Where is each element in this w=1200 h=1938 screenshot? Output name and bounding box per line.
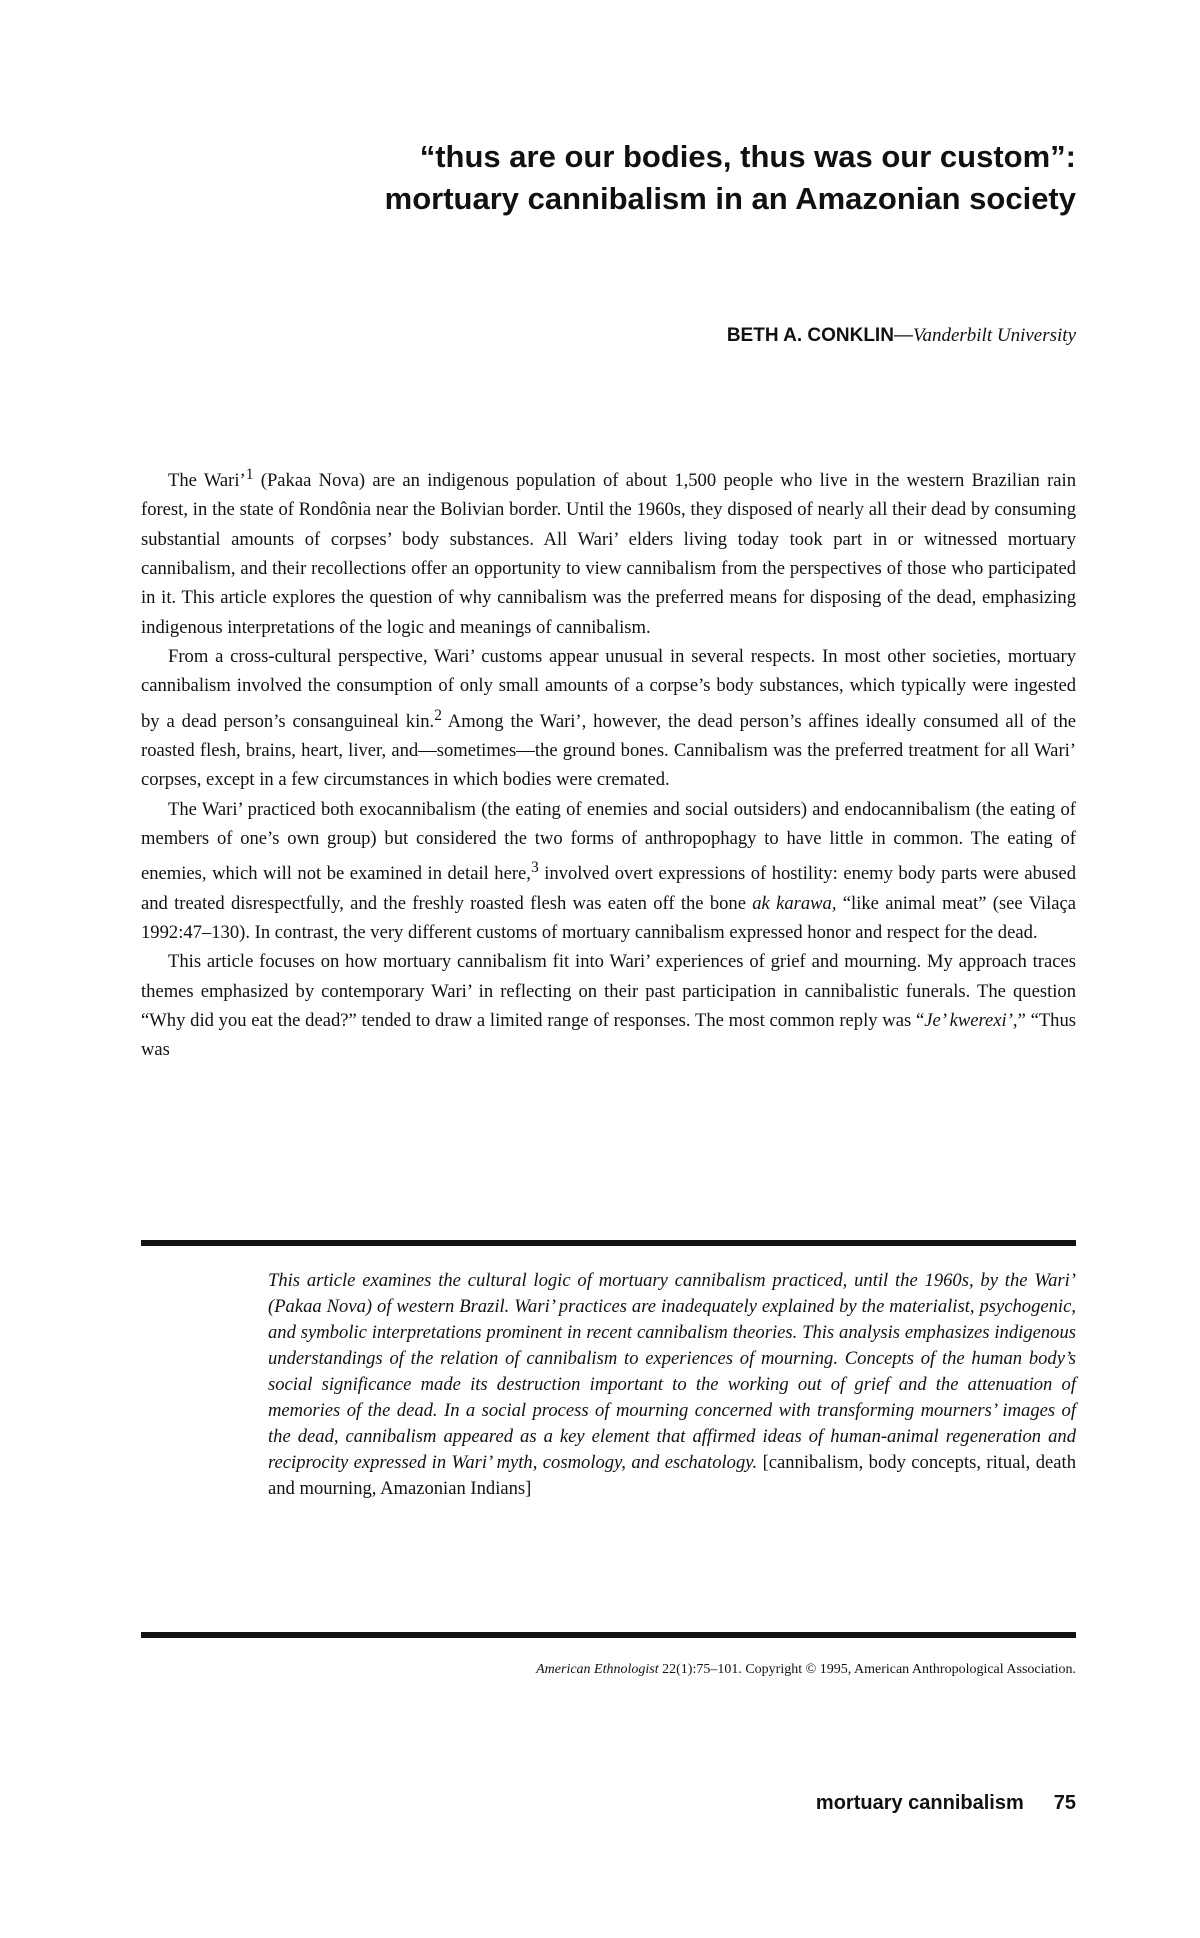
abstract-text: This article examines the cultural logic of mortuary cannibalism practiced, until the 1960s, by the Wari’ (Pakaa Nova) of western Brazil. Wari’ practices are inadequately explained by the materialist, psychogenic, and symbolic interpretations prominent in recent cannibalism theories. This analysis emphasizes indigenous understandings of the relation of cannibalism to experiences of mourning. Concepts of the human body’s social significance made its destruction important to the working out of grief and the attenuation of memories of the dead. In a social process of mourning concerned with transforming mourners’ images of the dead, cannibalism appeared as a key element that affirmed ideas of human-animal regeneration and reciprocity expressed in Wari’ myth, cosmology, and eschatology. [268, 1270, 1076, 1473]
article-title [140, 136, 1076, 220]
italic-term: ak karawa, [752, 892, 837, 914]
body-text-span: “like animal meat” (see Vilaça 1992:47–130). In contrast, the very different customs of mortuary cannibalism expressed honor and respect for the dead. [141, 892, 1076, 944]
author-dash: — [893, 325, 913, 346]
body-paragraph-3 [141, 795, 1076, 948]
abstract [268, 1268, 1076, 1502]
footnote-ref-2: 2 [434, 706, 442, 724]
journal-citation [141, 1662, 1076, 1678]
author-name: BETH A. CONKLIN [726, 325, 894, 346]
body-text-span: involved overt expressions of hostility: enemy body parts were abused and treated disrespectfully, and the freshly roasted flesh was eaten off the bone [141, 863, 1076, 914]
body-text-span: Among the Wari’, however, the dead person’s affines ideally consumed all of the roasted flesh, brains, heart, liver, and—sometimes—the ground bones. Cannibalism was the preferred treatment for all Wari’ corpses, except in a few circumstances in which bodies were cremated. [141, 710, 1076, 791]
article-body [141, 460, 1076, 1065]
page-number: 75 [1053, 1792, 1076, 1814]
running-footer [141, 1792, 1076, 1815]
body-text-span: The Wari’ practiced both exocannibalism (the eating of enemies and social outsiders) and endocannibalism (the eating of members of one’s own group) but considered the two forms of anthropophagy to have little in common. The eating of enemies, which will not be examined in detail here, [141, 798, 1076, 885]
body-paragraph-1 [141, 460, 1076, 642]
title-line-2: mortuary cannibalism in an Amazonian society [384, 181, 1076, 216]
body-paragraph-2 [141, 642, 1076, 795]
body-text-span: From a cross-cultural perspective, Wari’ customs appear unusual in several respects. In most other societies, mortuary cannibalism involved the consumption of only small amounts of a corpse’s body substances, which typically were ingested by a dead person’s consanguineal kin. [141, 645, 1076, 732]
body-text-span: The Wari’ [168, 470, 246, 492]
abstract-bottom-rule [141, 1632, 1076, 1638]
body-paragraph-4 [141, 947, 1076, 1064]
body-text-span: This article focuses on how mortuary cannibalism fit into Wari’ experiences of grief and mourning. My approach traces themes emphasized by contemporary Wari’ in reflecting on their past participation in cannibalistic funerals. The question “Why did you eat the dead?” tended to draw a limited range of responses. The most common reply was “ [141, 951, 1076, 1031]
author-affiliation: Vanderbilt University [912, 325, 1076, 346]
body-text-span: ” “Thus was [141, 1009, 1077, 1061]
running-title: mortuary cannibalism [815, 1792, 1024, 1814]
italic-term: Je’ kwerexi’, [924, 1009, 1018, 1031]
footnote-ref-1: 1 [245, 466, 254, 483]
title-line-1: “thus are our bodies, thus was our custom”: [419, 139, 1076, 174]
journal-name: American Ethnologist [536, 1662, 659, 1677]
citation-details: 22(1):75–101. Copyright © 1995, American Anthropological Association. [658, 1662, 1076, 1677]
author-byline [140, 325, 1076, 347]
body-text-span: (Pakaa Nova) are an indigenous population of about 1,500 people who live in the western Brazilian rain forest, in the state of Rondônia near the Bolivian border. Until the 1960s, they disposed of nearly all their dead by consuming substantial amounts of corpses’ body substances. All Wari’ elders living today took part in or witnessed mortuary cannibalism, and their recollections offer an opportunity to view cannibalism from the perspectives of those who participated in it. This article explores the question of why cannibalism was the preferred means for disposing of the dead, emphasizing indigenous interpretations of the logic and meanings of cannibalism. [141, 470, 1076, 638]
abstract-keywords: [cannibalism, body concepts, ritual, death and mourning, Amazonian Indians] [268, 1452, 1076, 1499]
footnote-ref-3: 3 [530, 859, 539, 877]
abstract-top-rule [141, 1240, 1076, 1246]
